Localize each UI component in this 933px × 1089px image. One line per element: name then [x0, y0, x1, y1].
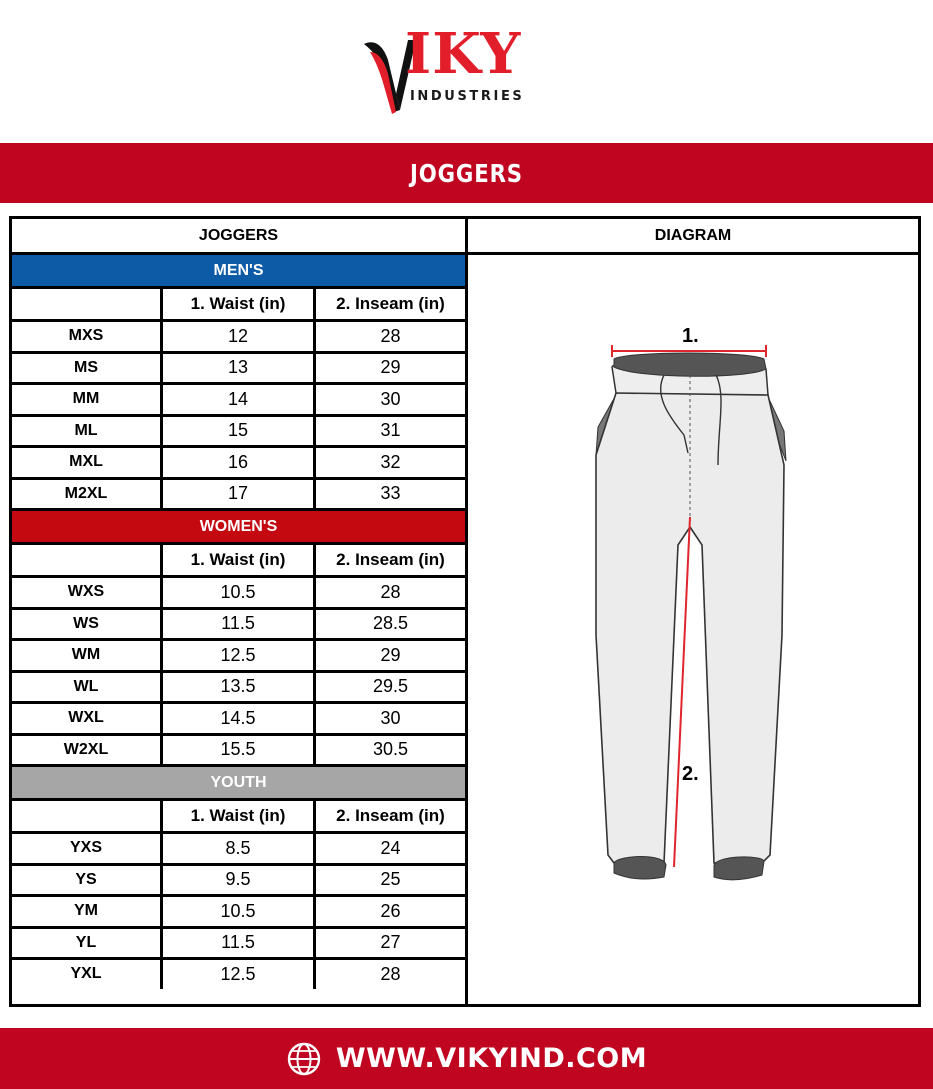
- table-divider: [313, 545, 316, 764]
- table-divider: [313, 801, 316, 989]
- inseam-column-header: 2. Inseam (in): [336, 550, 445, 569]
- inseam-value: 33: [380, 483, 401, 504]
- size-label: WM: [71, 646, 101, 664]
- inseam-value: 25: [380, 869, 401, 890]
- size-chart-table: [9, 216, 921, 1007]
- size-label: WXL: [68, 709, 104, 727]
- globe-icon: [286, 1041, 322, 1077]
- table-divider: [160, 289, 163, 508]
- waist-value: 14: [227, 388, 249, 409]
- table-divider: [465, 219, 468, 1004]
- waist-value: 13: [227, 357, 249, 378]
- waist-column-header: 1. Waist (in): [190, 294, 286, 313]
- waist-value: 9.5: [225, 869, 251, 890]
- waist-value: 15.5: [220, 739, 256, 760]
- joggers-diagram: [468, 255, 918, 1004]
- waist-value: 12.5: [220, 644, 256, 665]
- inseam-value: 31: [380, 420, 401, 441]
- size-label: WS: [73, 614, 99, 632]
- table-divider: [313, 289, 316, 508]
- joggers-illustration-icon: [468, 255, 918, 1004]
- size-label: YL: [75, 933, 97, 951]
- waist-value: 10.5: [220, 900, 256, 921]
- inseam-value: 27: [380, 932, 401, 953]
- inseam-column-header: 2. Inseam (in): [336, 294, 445, 313]
- size-label: MS: [74, 358, 98, 376]
- table-divider: [160, 801, 163, 989]
- waist-value: 11.5: [221, 932, 255, 953]
- size-label: YM: [74, 902, 98, 920]
- inseam-value: 28: [380, 325, 401, 346]
- inseam-column-header: 2. Inseam (in): [336, 806, 445, 825]
- waist-value: 11.5: [221, 613, 255, 634]
- inseam-value: 30: [380, 707, 401, 728]
- size-label: ML: [74, 421, 98, 439]
- size-label: YXS: [69, 839, 102, 857]
- waist-value: 13.5: [220, 676, 256, 697]
- size-label: YS: [75, 870, 97, 888]
- inseam-value: 28.5: [372, 613, 409, 634]
- page-title: JOGGERS: [410, 158, 523, 188]
- waist-measure-label: 1.: [682, 325, 699, 347]
- waist-value: 8.5: [225, 837, 251, 858]
- waist-column-header: 1. Waist (in): [190, 550, 286, 569]
- inseam-value: 28: [380, 581, 401, 602]
- website-link[interactable]: WWW.VIKYIND.COM: [335, 1043, 648, 1074]
- footer-bar: [0, 1028, 933, 1089]
- size-label: M2XL: [64, 484, 108, 502]
- inseam-value: 29: [380, 644, 401, 665]
- diagram-column-header: DIAGRAM: [654, 226, 732, 244]
- waist-column-header: 1. Waist (in): [190, 806, 286, 825]
- size-label: WXS: [67, 583, 105, 601]
- table-divider: [160, 545, 163, 764]
- size-label: W2XL: [63, 740, 109, 758]
- size-label: MM: [72, 390, 100, 408]
- brand-subtitle: INDUSTRIES: [410, 89, 525, 104]
- waist-value: 12.5: [220, 963, 256, 984]
- brand-name: IKY: [405, 21, 522, 87]
- section-header: MEN'S: [12, 255, 465, 286]
- waist-value: 12: [227, 325, 249, 346]
- inseam-value: 26: [380, 900, 401, 921]
- inseam-value: 29: [380, 357, 401, 378]
- inseam-value: 28: [380, 963, 401, 984]
- size-label: MXS: [68, 327, 104, 345]
- title-banner: [0, 143, 933, 203]
- inseam-value: 29.5: [372, 676, 409, 697]
- size-label: WL: [73, 677, 99, 695]
- inseam-measure-label: 2.: [682, 763, 699, 785]
- inseam-value: 30: [380, 388, 401, 409]
- waist-value: 14.5: [220, 707, 256, 728]
- waist-value: 15: [227, 420, 249, 441]
- size-label: YXL: [70, 965, 102, 983]
- inseam-value: 32: [380, 451, 401, 472]
- section-header: YOUTH: [12, 767, 465, 798]
- size-label: MXL: [69, 453, 103, 471]
- joggers-column-header: JOGGERS: [198, 226, 279, 244]
- inseam-value: 24: [380, 837, 401, 858]
- waist-value: 10.5: [220, 581, 256, 602]
- waist-value: 17: [227, 483, 249, 504]
- inseam-value: 30.5: [372, 739, 409, 760]
- waist-value: 16: [227, 451, 249, 472]
- table-divider: [468, 252, 918, 255]
- section-header: WOMEN'S: [12, 511, 465, 542]
